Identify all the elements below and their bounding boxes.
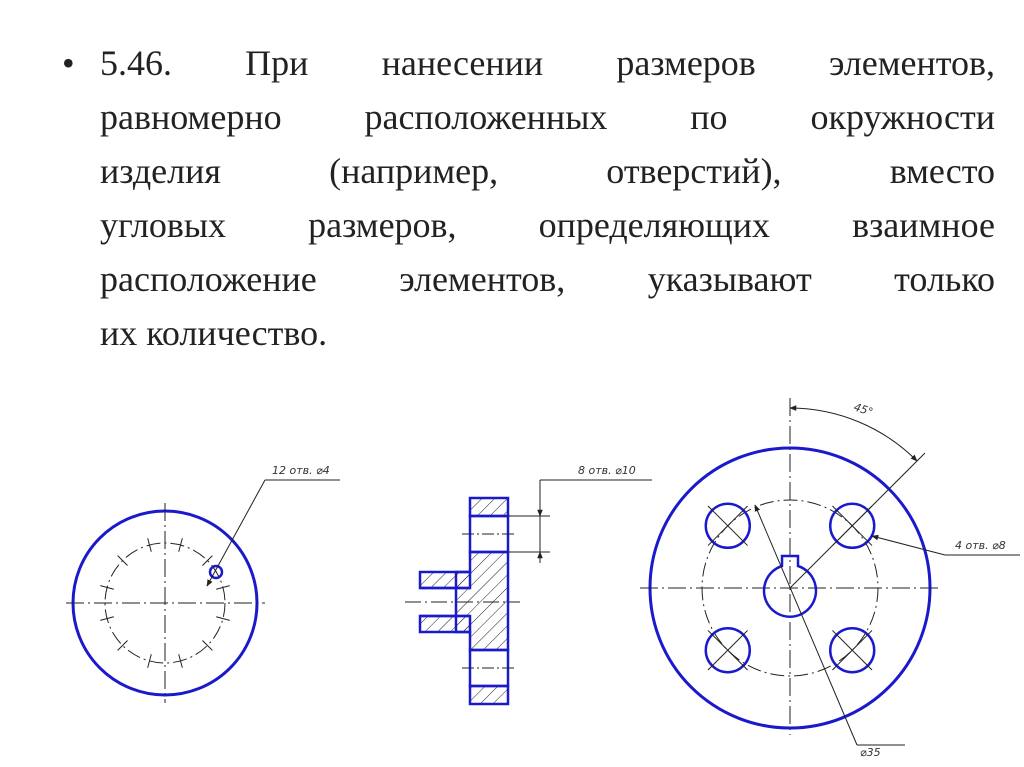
diameter-leader-line: [755, 505, 857, 745]
paragraph-line-4: угловых размеров, определяющих взаимное: [100, 205, 995, 245]
paragraph-line-5: расположение элементов, указывают только: [100, 259, 995, 299]
hub-lower: [420, 616, 470, 632]
flange-upper-top: [470, 498, 508, 516]
flange-lower-bottom: [470, 686, 508, 704]
paragraph-line-2: равномерно расположенных по окружности: [100, 97, 995, 137]
drawing-flange-4-holes: [640, 398, 1020, 759]
hole-tick: [216, 617, 230, 621]
paragraph-line-6: их количество.: [100, 313, 328, 353]
label-12-holes: 12 отв. ⌀4: [272, 464, 330, 477]
drawing-flange-12-holes: [66, 464, 340, 703]
label-4-holes: 4 отв. ⌀8: [955, 539, 1006, 552]
paragraph-line-3: изделия (например, отверстий), вместо: [100, 151, 995, 191]
flange-body: [456, 552, 508, 650]
holes-leader-line: [872, 536, 945, 555]
angle-arc: [790, 408, 917, 461]
drawing-flange-section-8-holes: [405, 464, 652, 704]
hub-upper: [420, 572, 470, 588]
label-diameter: ⌀35: [860, 746, 881, 759]
angle-extension-line: [790, 453, 925, 588]
label-8-holes: 8 отв. ⌀10: [578, 464, 636, 477]
leader-line: [207, 480, 265, 586]
paragraph-line-1: 5.46. При нанесении размеров элементов,: [100, 43, 995, 83]
bullet-marker: •: [62, 43, 75, 83]
label-angle: 45°: [852, 400, 875, 419]
